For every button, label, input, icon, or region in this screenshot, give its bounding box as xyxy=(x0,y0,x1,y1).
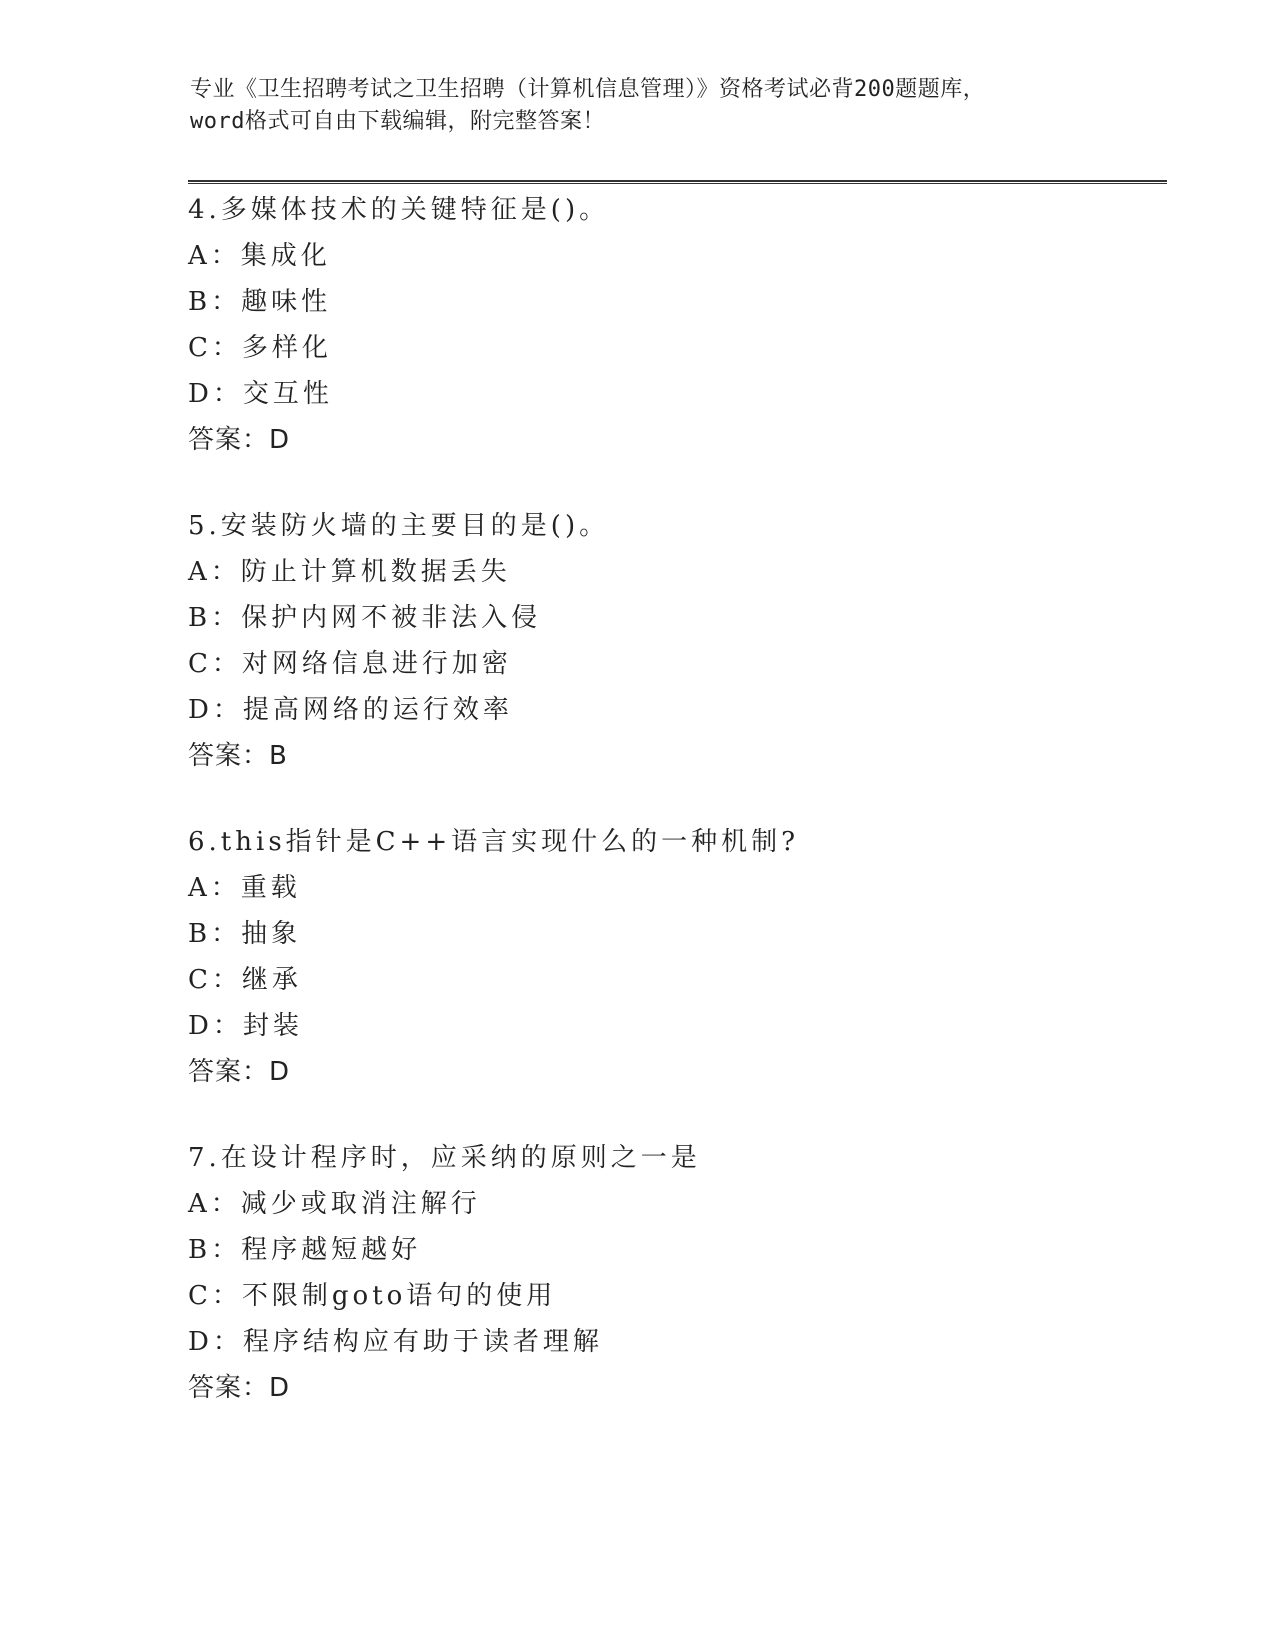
answer-line: 答案：B xyxy=(188,741,288,771)
header-line-1: 专业《卫生招聘考试之卫生招聘（计算机信息管理）》资格考试必背200题题库， xyxy=(190,77,986,102)
question-stem: 5.安装防火墙的主要目的是()。 xyxy=(188,511,610,541)
option-c: C：对网络信息进行加密 xyxy=(188,649,512,679)
option-b: B：趣味性 xyxy=(188,287,332,317)
option-c: C：不限制goto语句的使用 xyxy=(188,1281,557,1311)
option-c: C：继承 xyxy=(188,965,302,995)
option-b: B：程序越短越好 xyxy=(188,1235,422,1265)
answer-line: 答案：D xyxy=(188,1057,291,1087)
option-a: A：重载 xyxy=(188,873,301,903)
question-7 xyxy=(188,1135,1168,1411)
document-header xyxy=(190,74,1090,138)
option-b: B：保护内网不被非法入侵 xyxy=(188,603,542,633)
option-d: D：交互性 xyxy=(188,379,333,409)
question-stem: 7.在设计程序时，应采纳的原则之一是 xyxy=(188,1143,701,1173)
question-stem: 4.多媒体技术的关键特征是()。 xyxy=(188,195,610,225)
question-stem: 6.this指针是C++语言实现什么的一种机制? xyxy=(188,827,800,857)
header-line-2: word格式可自由下载编辑，附完整答案！ xyxy=(190,109,605,134)
question-5 xyxy=(188,503,1168,779)
answer-line: 答案：D xyxy=(188,425,291,455)
option-c: C：多样化 xyxy=(188,333,332,363)
option-d: D：提高网络的运行效率 xyxy=(188,695,513,725)
option-d: D：程序结构应有助于读者理解 xyxy=(188,1327,603,1357)
option-a: A：集成化 xyxy=(188,241,331,271)
option-d: D：封装 xyxy=(188,1011,303,1041)
answer-line: 答案：D xyxy=(188,1373,291,1403)
header-divider xyxy=(188,180,1167,184)
option-a: A：防止计算机数据丢失 xyxy=(188,557,511,587)
option-a: A：减少或取消注解行 xyxy=(188,1189,481,1219)
question-4 xyxy=(188,187,1168,463)
question-6 xyxy=(188,819,1168,1095)
option-b: B：抽象 xyxy=(188,919,302,949)
